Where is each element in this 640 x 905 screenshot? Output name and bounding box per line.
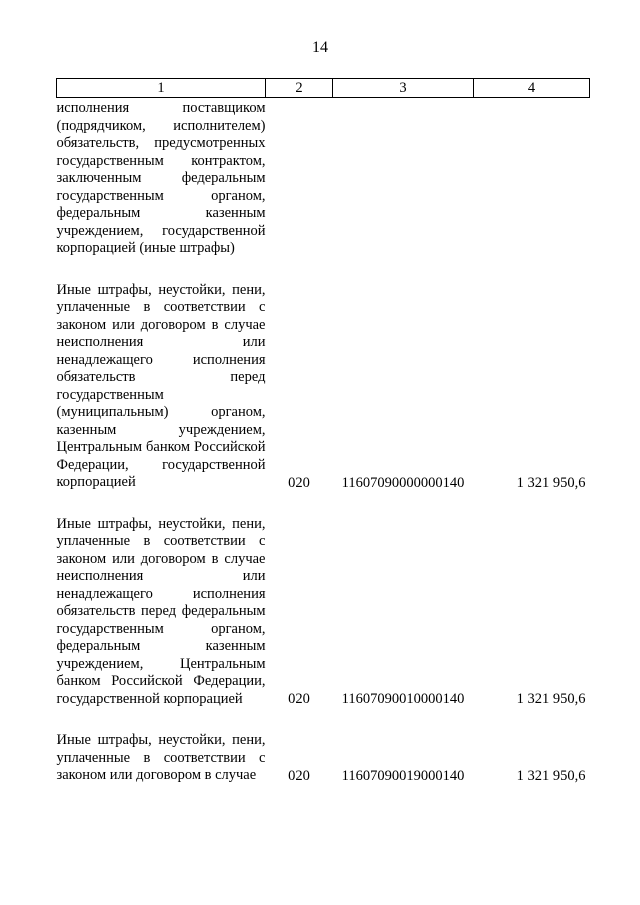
- row-spacer: [57, 258, 590, 282]
- row-amount: 1 321 950,6: [516, 767, 586, 784]
- row-admin-code: 020: [288, 767, 310, 784]
- row-budget-code: 11607090000000140: [341, 474, 465, 491]
- row-description: Иные штрафы, неустойки, пени, уплаченные в соответствии с законом или договором в случае: [56, 732, 266, 783]
- row-admin-code: 020: [288, 691, 310, 707]
- row-description: Иные штрафы, неустойки, пени, уплаченные в соответствии с законом или договором в случае неисполнения или ненадлежащего исполнения обязательств перед федеральным государственным органом, федеральным казенным учреждением, Центральным банком Российской Федерации, государственной корпорацией: [56, 515, 266, 707]
- row-spacer: [57, 708, 590, 732]
- row-budget-code: [333, 98, 474, 258]
- header-col-4: 4: [474, 79, 590, 98]
- page-number: 14: [312, 39, 328, 56]
- table-row: [57, 282, 590, 492]
- budget-table: [56, 78, 590, 785]
- row-description: Иные штрафы, неустойки, пени, уплаченные в соответствии с законом или договором в случае неисполнения или ненадлежащего исполнения обязательств перед государственным (муниципальным) органом, казенным учреждением, Центральным банком Российской Федерации, государственной корпорацией: [56, 281, 266, 490]
- row-admin-code: [266, 98, 333, 258]
- header-col-1: 1: [57, 79, 266, 98]
- header-col-3: 3: [333, 79, 474, 98]
- row-budget-code: 11607090010000140: [341, 691, 465, 707]
- row-spacer: [57, 492, 590, 516]
- header-col-2: 2: [266, 79, 333, 98]
- table-row: [57, 516, 590, 709]
- row-amount: 1 321 950,6: [516, 691, 586, 707]
- table-row: [57, 98, 590, 258]
- row-amount: 1 321 950,6: [516, 474, 586, 491]
- row-description: исполнения поставщиком (подрядчиком, исполнителем) обязательств, предусмотренных государственным контрактом, заключенным федеральным государственным органом, федеральным казенным учреждением, государственной корпорацией (иные штрафы): [56, 100, 266, 256]
- row-admin-code: 020: [288, 474, 310, 491]
- table-header-row: [57, 79, 590, 98]
- row-budget-code: 11607090019000140: [341, 767, 465, 784]
- row-amount: [474, 98, 590, 258]
- table-row: [57, 732, 590, 785]
